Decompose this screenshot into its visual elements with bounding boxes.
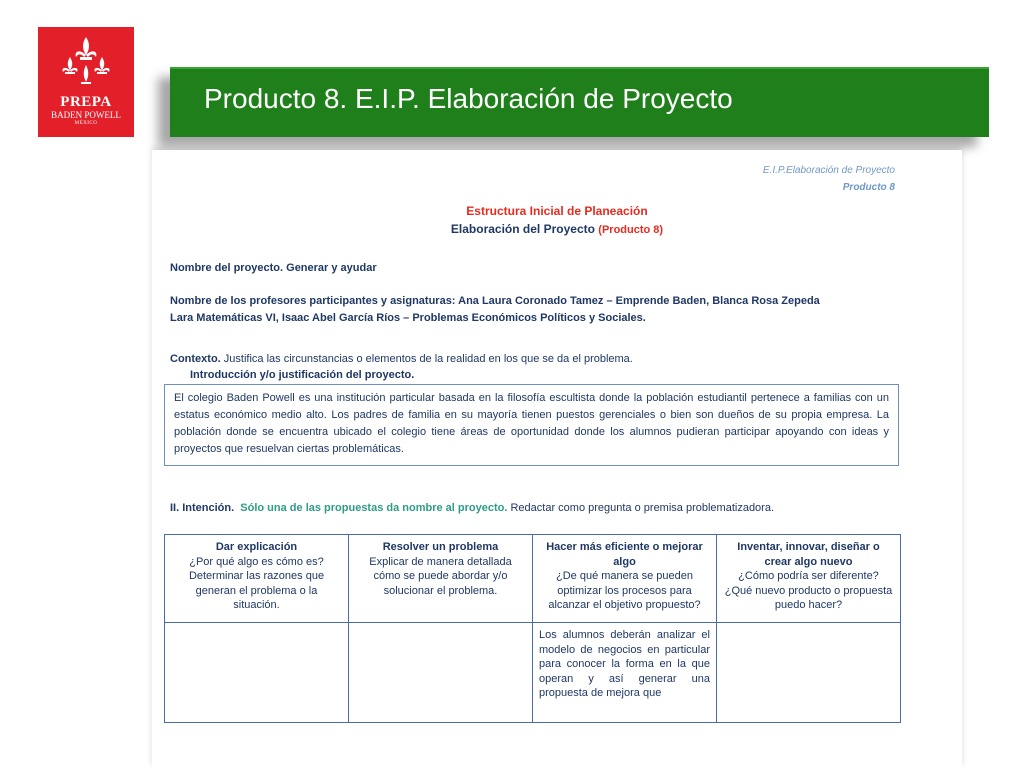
document-subtitle [152,222,962,236]
answer-cell-innovate [717,623,901,723]
column-heading: Hacer más eficiente o mejorar algo [546,541,703,568]
intention-heading [170,500,774,517]
prepa-baden-powell-logo [38,27,134,137]
fleur-de-lis-icon [56,35,116,87]
answer-cell-explain [165,623,349,723]
column-heading: Resolver un problema [382,541,499,553]
intention-instruction: Redactar como pregunta o premisa problematizadora. [510,502,775,514]
document-subtitle-tag: (Producto 8) [598,224,664,236]
document-header-product: Producto 8 [842,182,895,193]
answer-cell-solve [349,623,533,723]
column-description: ¿Cómo podría ser diferente? ¿Qué nuevo producto o propuesta puedo hacer? [724,570,893,611]
context-instruction: Justifica las circunstancias o elementos de la realidad en los que se da el problema. [223,353,633,365]
column-description: Explicar de manera detallada cómo se puede abordar y/o solucionar el problema. [369,555,512,597]
context-heading [170,351,633,368]
intention-note: Sólo una de las propuestas da nombre al proyecto. [240,502,508,514]
table-row [165,535,901,623]
logo-text-baden-powell: BADEN POWELL [51,110,121,120]
logo-text-prepa: PREPA [60,94,112,110]
column-description: ¿De qué manera se pueden optimizar los procesos para alcanzar el objetivo propuesto? [548,570,701,611]
table-cell-explain [165,535,349,623]
column-heading: Dar explicación [215,541,298,553]
teachers-line-2: Lara Matemáticas VI, Isaac Abel García Ríos – Problemas Económicos Políticos y Sociales. [170,312,646,324]
title-banner [170,67,989,137]
intention-table [164,534,901,723]
column-heading: Inventar, innovar, diseñar o crear algo nuevo [737,541,880,568]
document-page [152,150,962,768]
context-label: Contexto. [170,353,221,365]
document-subtitle-text: Elaboración del Proyecto [450,222,595,236]
slide-title: Producto 8. E.I.P. Elaboración de Proyecto [204,83,733,114]
table-row [165,623,901,723]
document-title: Estructura Inicial de Planeación [466,204,648,218]
column-description: ¿Por qué algo es cómo es? Determinar las razones que generan el problema o la situación. [188,555,325,611]
intro-label: Introducción y/o justificación del proyecto. [190,369,415,381]
logo-text-mexico: MÉXICO [74,121,98,126]
context-box: El colegio Baden Powell es una institución particular basada en la filosofía escultista donde la población estudiantil pertenece a familias con un estatus económico medio alto. Los padres de familia en su mayoría tienen puestos gerenciales o bien son dueños de su propia empresa. La población donde se encuentra ubicado el colegio tiene áreas de oportunidad donde los alumnos pudieran participar apoyando con ideas y proyectos que resuelvan ciertas problemáticas. [164,384,899,466]
project-name: Nombre del proyecto. Generar y ayudar [170,262,377,274]
answer-cell-improve: Los alumnos deberán analizar el modelo de negocios en particular para conocer la forma en la que operan y así generar una propuesta de mejora que [533,623,717,723]
intention-label: II. Intención. [170,502,235,514]
document-header-label: E.I.P.Elaboración de Proyecto [762,165,895,176]
table-cell-solve [349,535,533,623]
teachers-line-1: Nombre de los profesores participantes y asignaturas: Ana Laura Coronado Tamez – Emprende Baden, Blanca Rosa Zepeda [170,295,820,307]
table-cell-innovate [717,535,901,623]
table-cell-improve [533,535,717,623]
